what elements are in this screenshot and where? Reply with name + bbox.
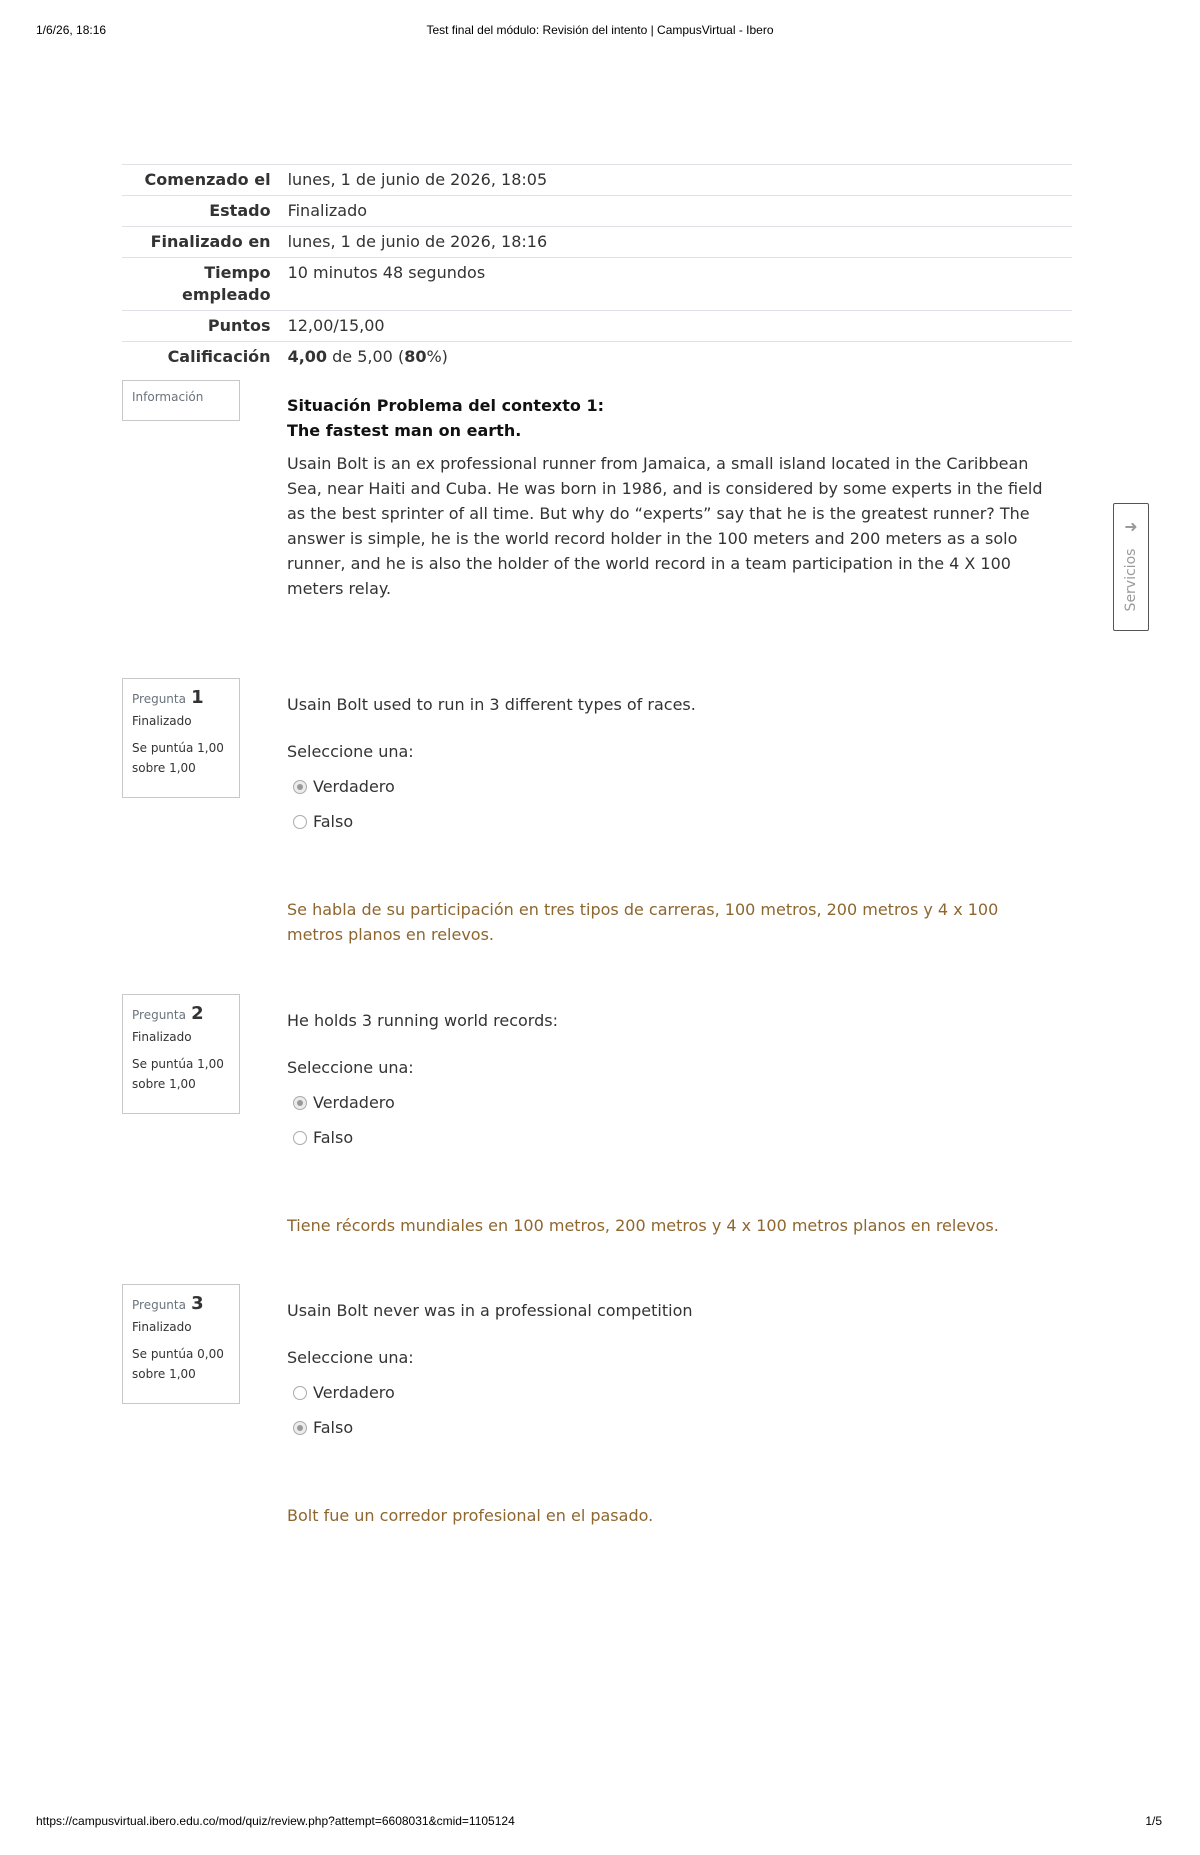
- info-content: [287, 393, 1057, 601]
- question-prompt: Seleccione una:: [287, 1348, 414, 1367]
- question-grade: Se puntúa 1,00 sobre 1,00: [132, 741, 224, 775]
- print-datetime: 1/6/26, 18:16: [36, 23, 107, 37]
- option-label: Verdadero: [313, 777, 395, 796]
- question-label: Pregunta: [132, 1008, 186, 1022]
- radio-button[interactable]: [293, 1386, 307, 1400]
- summary-value: lunes, 1 de junio de 2026, 18:16: [287, 232, 548, 251]
- question-state: Finalizado: [132, 714, 192, 728]
- summary-label: Estado: [209, 201, 271, 220]
- context-title-line1: Situación Problema del contexto 1:: [287, 396, 604, 415]
- question-number: 2: [191, 1003, 204, 1024]
- grade-score: 4,00: [287, 347, 328, 366]
- answer-option-true[interactable]: [287, 769, 1057, 804]
- print-header: [0, 23, 1200, 43]
- question-number: 1: [191, 687, 204, 708]
- answer-options: [287, 769, 1057, 839]
- question-info-box: [122, 1284, 240, 1404]
- print-footer: [0, 1814, 1200, 1834]
- answer-option-true[interactable]: [287, 1375, 1057, 1410]
- question-feedback: Tiene récords mundiales en 100 metros, 200 metros y 4 x 100 metros planos en relevos.: [287, 1216, 999, 1235]
- option-label: Falso: [313, 812, 354, 831]
- summary-value: lunes, 1 de junio de 2026, 18:05: [287, 170, 548, 189]
- summary-row-started: [122, 165, 1072, 196]
- summary-value: [288, 342, 1072, 373]
- print-page-number: 1/5: [1145, 1814, 1162, 1828]
- question-feedback: Se habla de su participación en tres tipos de carreras, 100 metros, 200 metros y 4 x 100 metros planos en relevos.: [287, 900, 999, 944]
- question-prompt: Seleccione una:: [287, 1058, 414, 1077]
- question-content: [287, 694, 1057, 947]
- answer-option-false[interactable]: [287, 804, 1057, 839]
- summary-value: 12,00/15,00: [287, 316, 385, 335]
- question-text: He holds 3 running world records:: [287, 1011, 558, 1030]
- summary-row-time-taken: [122, 258, 1072, 311]
- grade-percent: 80: [404, 347, 427, 366]
- radio-button[interactable]: [293, 815, 307, 829]
- print-url: https://campusvirtual.ibero.edu.co/mod/quiz/review.php?attempt=6608031&cmid=1105124: [36, 1814, 515, 1828]
- question-content: [287, 1300, 1057, 1528]
- arrow-right-icon: ➜: [1124, 517, 1138, 536]
- answer-option-false[interactable]: [287, 1410, 1057, 1445]
- option-label: Falso: [313, 1418, 354, 1437]
- grade-suffix: %): [426, 347, 448, 366]
- question-text: Usain Bolt used to run in 3 different types of races.: [287, 695, 696, 714]
- summary-value: Finalizado: [287, 201, 368, 220]
- summary-label: Tiempo empleado: [182, 263, 271, 304]
- answer-options: [287, 1085, 1057, 1155]
- summary-row-points: [122, 311, 1072, 342]
- answer-options: [287, 1375, 1057, 1445]
- summary-label: Finalizado en: [150, 232, 271, 251]
- radio-button[interactable]: [293, 1421, 307, 1435]
- question-info-box: [122, 678, 240, 798]
- answer-option-false[interactable]: [287, 1120, 1057, 1155]
- radio-button[interactable]: [293, 1131, 307, 1145]
- summary-label: Comenzado el: [144, 170, 271, 189]
- info-label: Información: [132, 390, 204, 404]
- option-label: Verdadero: [313, 1093, 395, 1112]
- question-content: [287, 1010, 1057, 1238]
- radio-button[interactable]: [293, 1096, 307, 1110]
- question-grade: Se puntúa 0,00 sobre 1,00: [132, 1347, 224, 1381]
- grade-of-text: de 5,00 (: [332, 347, 405, 366]
- question-label: Pregunta: [132, 1298, 186, 1312]
- summary-label: Calificación: [167, 347, 271, 366]
- question-grade: Se puntúa 1,00 sobre 1,00: [132, 1057, 224, 1091]
- context-text: Usain Bolt is an ex professional runner from Jamaica, a small island located in the Caribbean Sea, near Haiti and Cuba. He was born in 1986, and is considered by some experts in the field as the best sprinter of all time. But why do “experts” say that he is the greatest runner? The answer is simple, he is the world record holder in the 100 meters and 200 meters as a solo runner, and he is also the holder of the world record in a team participation in the 4 X 100 meters relay.: [287, 454, 1043, 598]
- option-label: Falso: [313, 1128, 354, 1147]
- question-feedback: Bolt fue un corredor profesional en el pasado.: [287, 1506, 654, 1525]
- summary-row-grade: [122, 342, 1072, 373]
- summary-value: 10 minutos 48 segundos: [287, 263, 486, 282]
- servicios-side-tab[interactable]: [1113, 503, 1149, 631]
- option-label: Verdadero: [313, 1383, 395, 1402]
- print-page-title: Test final del módulo: Revisión del intento | CampusVirtual - Ibero: [426, 23, 774, 37]
- summary-row-state: [122, 196, 1072, 227]
- question-info-box: [122, 994, 240, 1114]
- question-state: Finalizado: [132, 1030, 192, 1044]
- context-title-line2: The fastest man on earth.: [287, 421, 522, 440]
- question-text: Usain Bolt never was in a professional competition: [287, 1301, 693, 1320]
- question-prompt: Seleccione una:: [287, 742, 414, 761]
- info-box: [122, 380, 240, 421]
- attempt-summary-table: [122, 164, 1072, 372]
- context-title: [287, 393, 1057, 443]
- question-state: Finalizado: [132, 1320, 192, 1334]
- question-number: 3: [191, 1293, 204, 1314]
- answer-option-true[interactable]: [287, 1085, 1057, 1120]
- summary-label: Puntos: [207, 316, 271, 335]
- question-label: Pregunta: [132, 692, 186, 706]
- radio-button[interactable]: [293, 780, 307, 794]
- summary-row-finished: [122, 227, 1072, 258]
- servicios-label: Servicios: [1123, 548, 1139, 612]
